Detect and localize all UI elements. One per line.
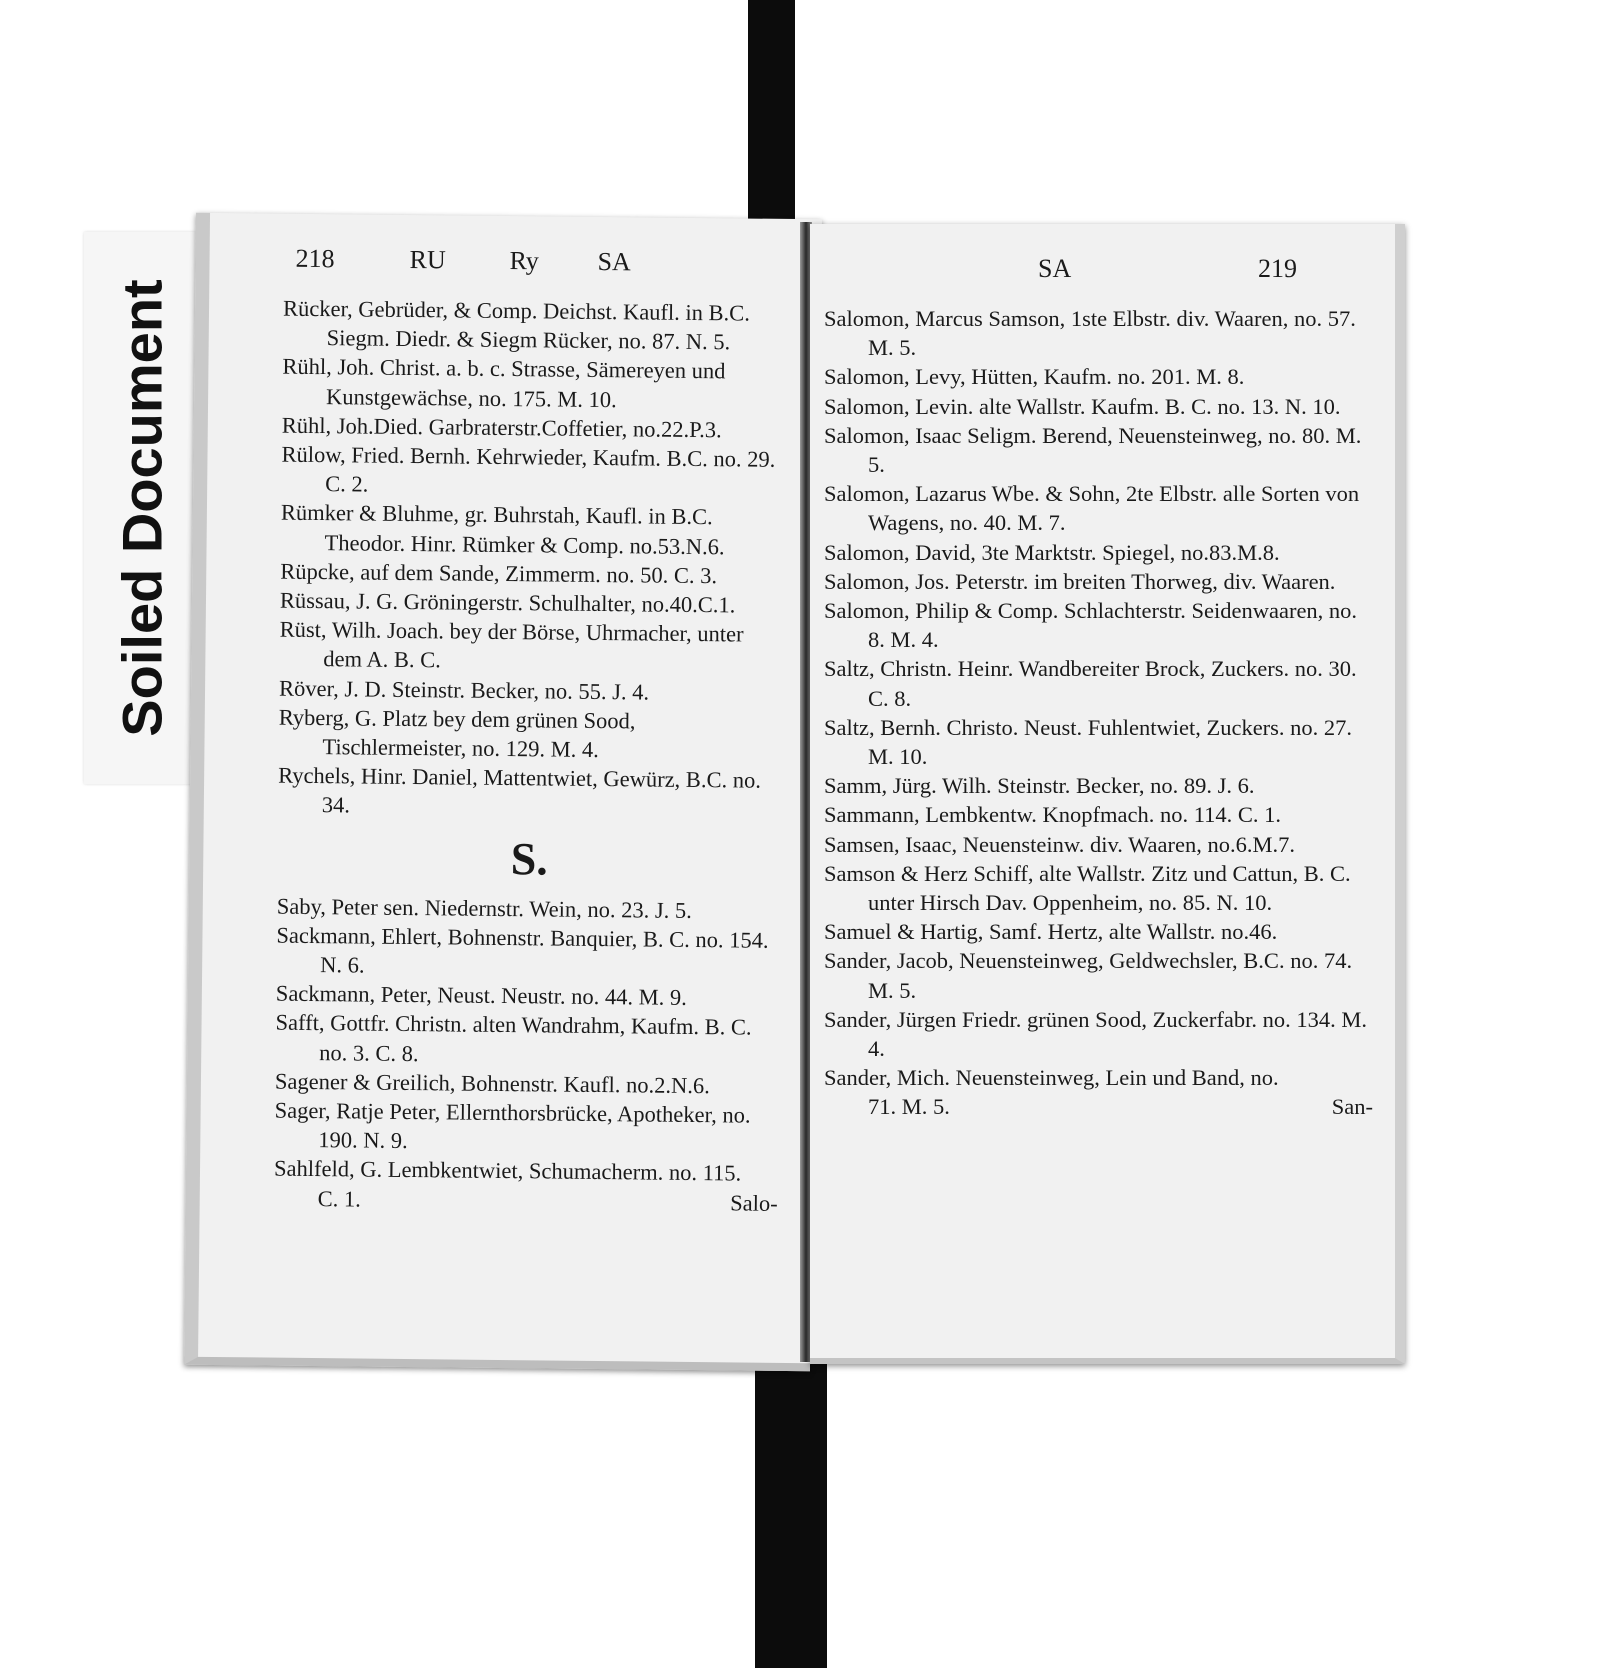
directory-entry: Ryberg, G. Platz bey dem grünen Sood, Tischlermeister, no. 129. M. 4.	[278, 704, 636, 763]
right-page	[810, 224, 1405, 1364]
left-page-header	[209, 243, 821, 289]
directory-entry: Sahlfeld, G. Lembkentwiet, Schumacherm. no. 115.	[273, 1156, 742, 1186]
left-entries	[274, 294, 788, 1219]
page-footer	[824, 1092, 1373, 1122]
directory-entry: Rüst, Wilh. Joach. bey der Börse, Uhrmacher, unter dem A. B. C.	[279, 616, 744, 673]
directory-entry: Rühl, Joh.Died. Garbraterstr.Coffetier, no.22.P.3.	[281, 412, 722, 443]
directory-entry: Salomon, Marcus Samson, 1ste Elbstr. div. Waaren, no. 57. M. 5.	[824, 306, 1356, 361]
directory-entry: Salomon, Levy, Hütten, Kaufm. no. 201. M. 8.	[824, 364, 1245, 390]
running-head-3: SA	[597, 246, 631, 277]
directory-entry: Samsen, Isaac, Neuensteinw. div. Waaren, no.6.M.7.	[824, 831, 1295, 857]
directory-entry: Röver, J. D. Steinstr. Becker, no. 55. J. 4.	[278, 675, 650, 705]
directory-entry: Safft, Gottfr. Christn. alten Wandrahm, Kaufm. B. C. no. 3. C. 8.	[275, 1010, 752, 1066]
entry-continuation: 71. M. 5.	[868, 1094, 950, 1120]
directory-entry: Rüpcke, auf dem Sande, Zimmerm. no. 50. C. 3.	[280, 558, 718, 589]
directory-entry: Sackmann, Peter, Neust. Neustr. no. 44. M. 9.	[275, 980, 687, 1011]
book-clamp-bottom	[755, 1357, 827, 1668]
page-number: 219	[1258, 254, 1297, 283]
directory-entry: Saby, Peter sen. Niedernstr. Wein, no. 23. J. 5.	[276, 893, 692, 923]
running-head: SA	[1038, 254, 1072, 283]
directory-entry: Salomon, Isaac Seligm. Berend, Neuensteinweg, no. 80. M. 5.	[824, 422, 1362, 478]
entry-continuation: C. 1.	[317, 1185, 362, 1212]
book-clamp-top	[748, 0, 795, 225]
directory-entry: Salomon, Levin. alte Wallstr. Kaufm. B. C. no. 13. N. 10.	[824, 393, 1341, 419]
condition-label: Soiled Document	[110, 279, 174, 737]
directory-entry: Salomon, Lazarus Wbe. & Sohn, 2te Elbstr. alle Sorten von Wagens, no. 40. M. 7.	[824, 481, 1360, 536]
directory-entry: Rümker & Bluhme, gr. Buhrstah, Kaufl. in B.C. Theodor. Hinr. Rümker & Comp. no.53.N.6.	[280, 500, 725, 559]
directory-entry: Salomon, David, 3te Marktstr. Spiegel, no.83.M.8.	[824, 539, 1280, 565]
directory-entry: Salomon, Jos. Peterstr. im breiten Thorweg, div. Waaren.	[824, 568, 1336, 594]
directory-entry: Salomon, Philip & Comp. Schlachterstr. Seidenwaaren, no. 8. M. 4.	[824, 598, 1358, 653]
directory-entry: Sager, Ratje Peter, Ellernthorsbrücke, Apotheker, no. 190. N. 9.	[274, 1097, 751, 1154]
directory-entry: Sander, Jacob, Neuensteinweg, Geldwechsler, B.C. no. 74. M. 5.	[824, 948, 1353, 1003]
directory-entry: Sackmann, Ehlert, Bohnenstr. Banquier, B. C. no. 154. N. 6.	[276, 922, 769, 978]
directory-entry: Sander, Jürgen Friedr. grünen Sood, Zuckerfabr. no. 134. M. 4.	[824, 1006, 1367, 1062]
running-head-1: RU	[409, 244, 446, 275]
directory-entry: Samson & Herz Schiff, alte Wallstr. Zitz und Cattun, B. C. unter Hirsch Dav. Oppenheim, no. 85. N. 10.	[824, 860, 1351, 916]
directory-entry: Saltz, Bernh. Christo. Neust. Fuhlentwiet, Zuckers. no. 27. M. 10.	[824, 714, 1353, 770]
left-page	[184, 213, 822, 1371]
catchword: San-	[1331, 1094, 1373, 1120]
catchword: Salo-	[730, 1190, 778, 1216]
directory-entry: Samuel & Hartig, Samf. Hertz, alte Wallstr. no.46.	[824, 919, 1278, 945]
directory-entry: Sander, Mich. Neuensteinweg, Lein und Band, no.	[824, 1065, 1279, 1091]
directory-entry: Samm, Jürg. Wilh. Steinstr. Becker, no. 89. J. 6.	[824, 773, 1255, 799]
directory-entry: Rühl, Joh. Christ. a. b. c. Strasse, Sämereyen und Kunstgewächse, no. 175. M. 10.	[282, 354, 726, 412]
directory-entry: Rülow, Fried. Bernh. Kehrwieder, Kaufm. B.C. no. 29. C. 2.	[281, 441, 776, 497]
right-entries	[824, 304, 1373, 1122]
directory-entry: Saltz, Christn. Heinr. Wandbereiter Brock, Zuckers. no. 30. C. 8.	[824, 656, 1357, 711]
directory-entry: Rücker, Gebrüder, & Comp. Deichst. Kaufl. in B.C. Siegm. Diedr. & Siegm Rücker, no. 87. N. 5.	[282, 295, 751, 355]
directory-entry: Rüssau, J. G. Gröningerstr. Schulhalter, no.40.C.1.	[279, 587, 736, 618]
right-page-header	[810, 254, 1395, 294]
running-head-2: Ry	[509, 246, 540, 276]
directory-entry: Sammann, Lembkentw. Knopfmach. no. 114. C. 1.	[824, 802, 1282, 828]
directory-entry: Rychels, Hinr. Daniel, Mattentwiet, Gewürz, B.C. no. 34.	[278, 762, 762, 818]
section-letter: S.	[510, 832, 549, 885]
page-footer	[274, 1183, 778, 1218]
directory-entry: Sagener & Greilich, Bohnenstr. Kaufl. no.2.N.6.	[274, 1068, 710, 1099]
page-number: 218	[295, 243, 335, 274]
